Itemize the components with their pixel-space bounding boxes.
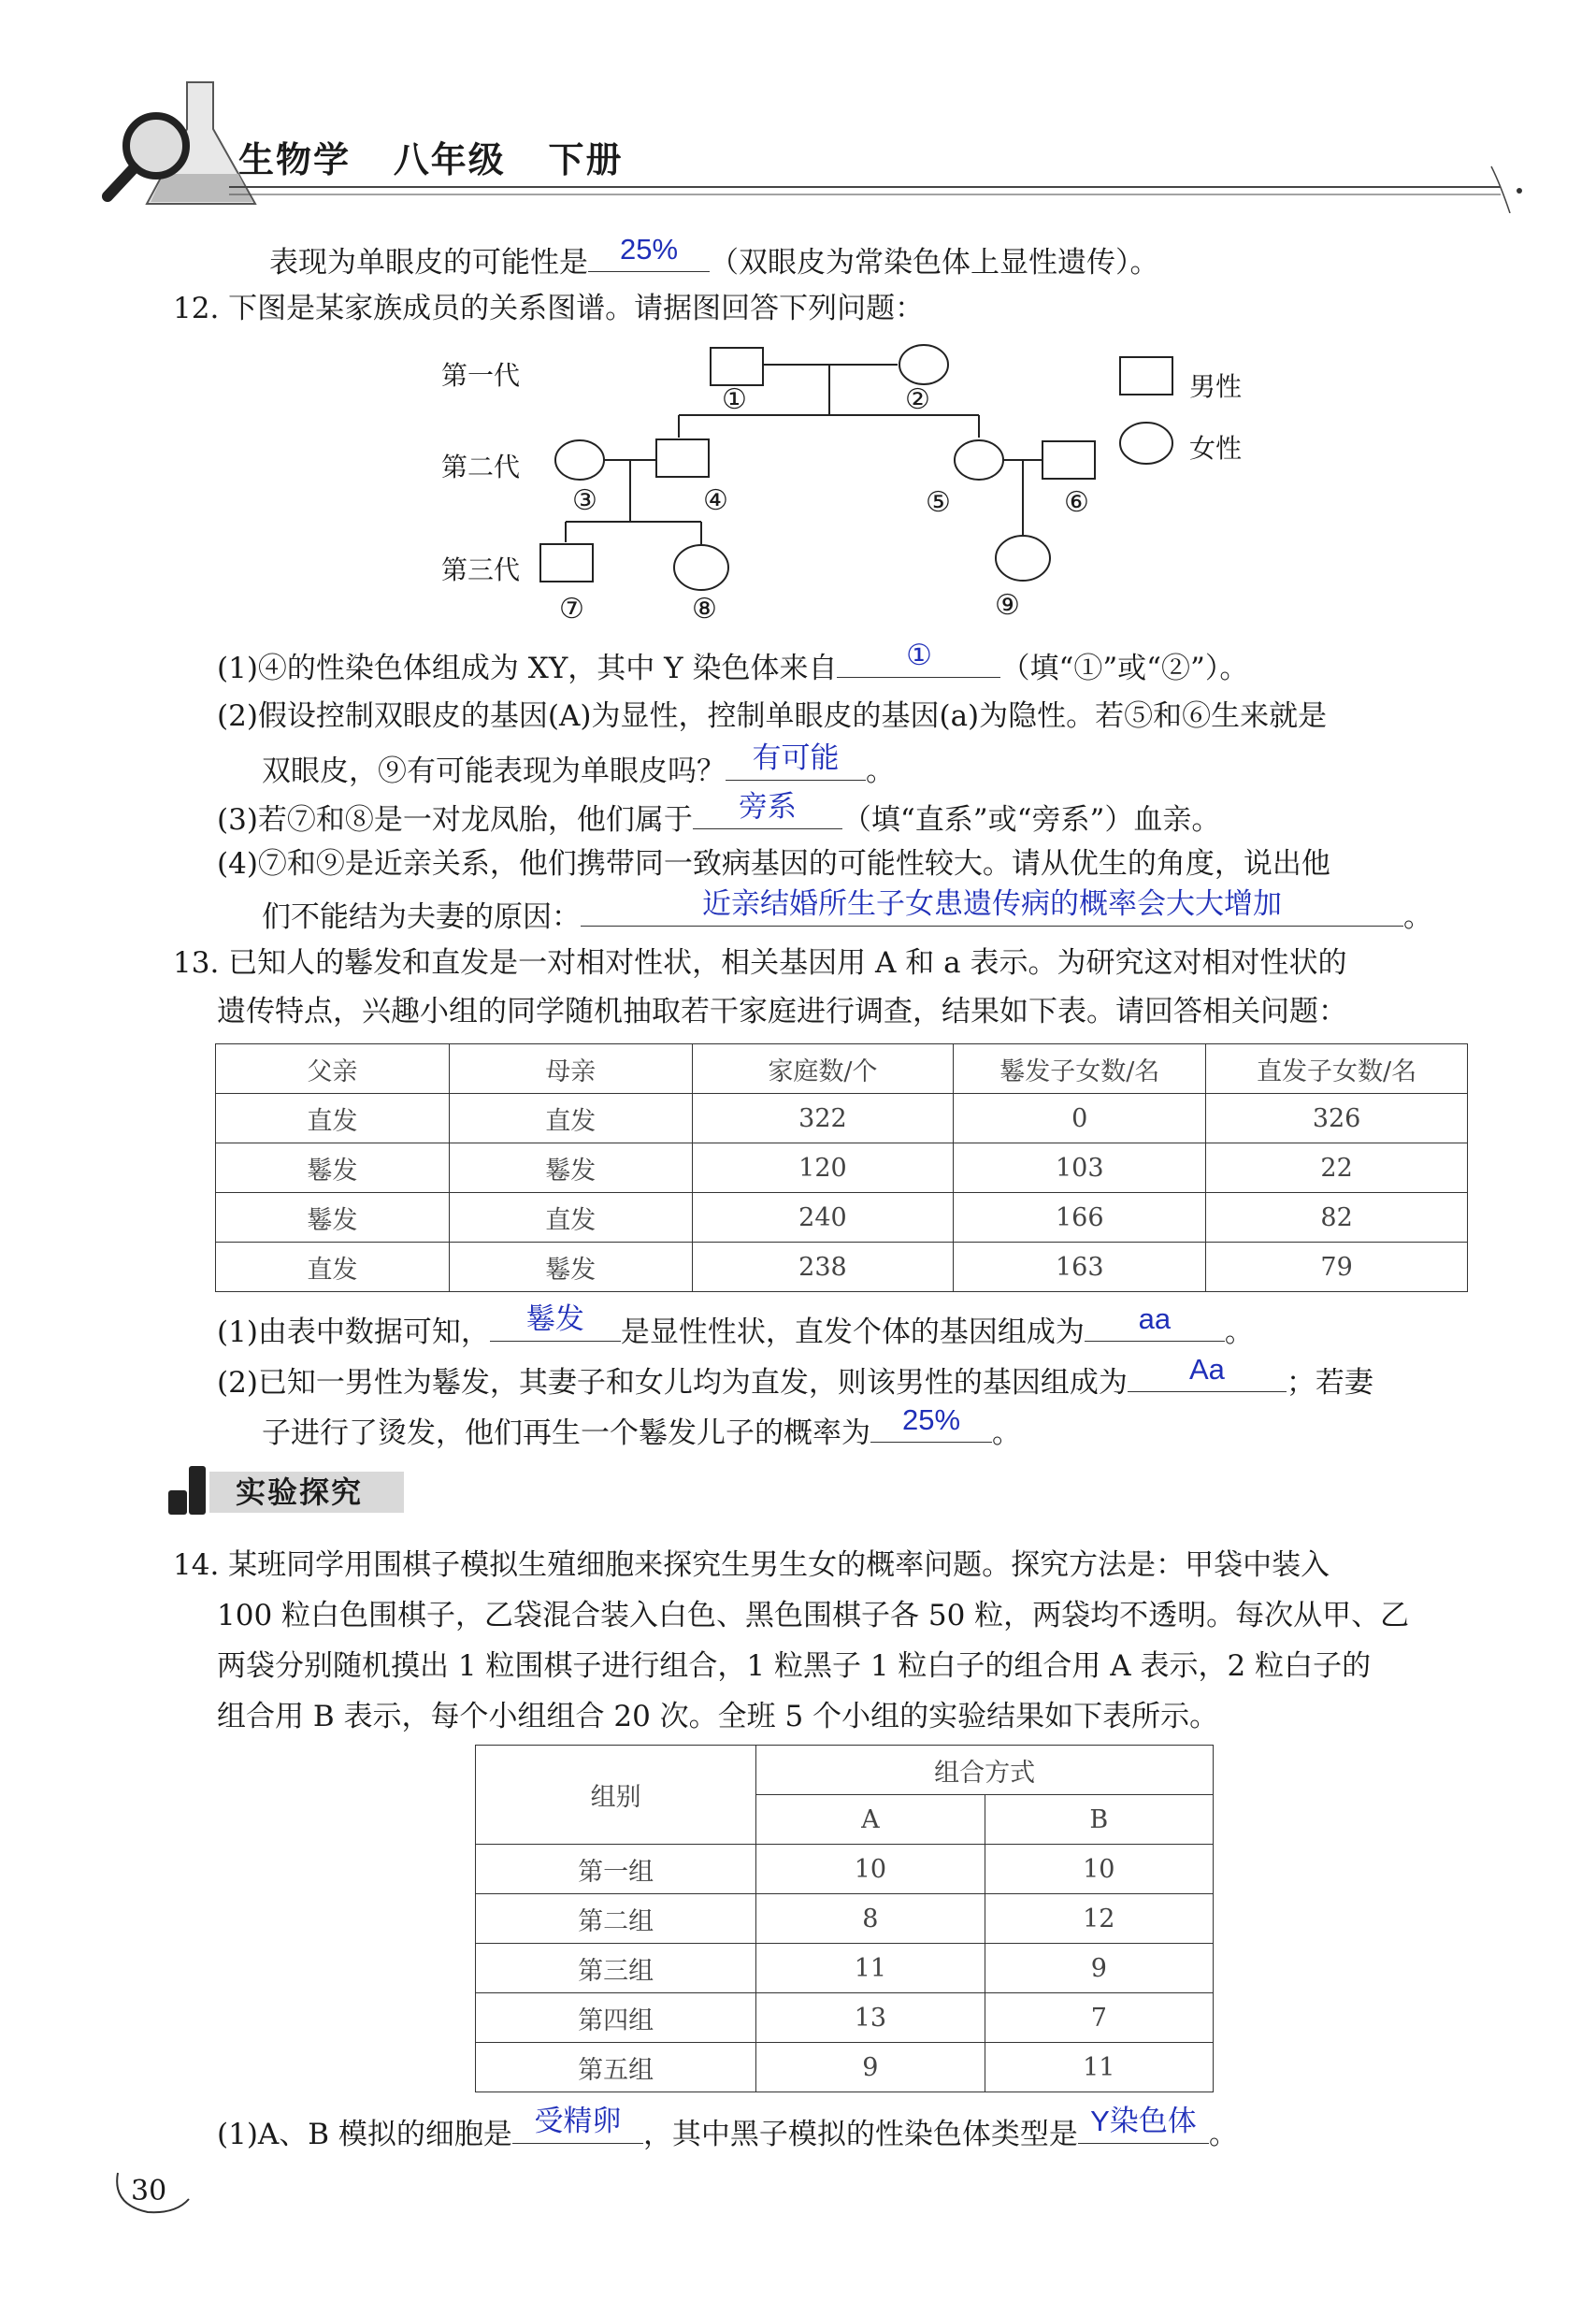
member-7-label: ⑦ (559, 593, 584, 625)
q12-part3: (3)若⑦和⑧是一对龙凤胎，他们属于 旁系 （填“直系”或“旁系”）血亲。 (217, 790, 1221, 837)
table-cell: 第四组 (476, 1993, 756, 2043)
table-header-cell: 鬈发子女数/名 (954, 1044, 1206, 1094)
member-1-label: ① (722, 383, 747, 416)
legend-female-label: 女性 (1189, 433, 1243, 464)
q14-line2: 100 粒白色围棋子，乙袋混合装入白色、黑色围棋子各 50 粒，两袋均不透明。每次从甲、乙 (217, 1599, 1410, 1632)
q14-part1: (1)A、B 模拟的细胞是 受精卵 ，其中黑子模拟的性染色体类型是 Y染色体 。 (217, 2105, 1238, 2151)
q12-part4-line1: (4)⑦和⑨是近亲关系，他们携带同一致病基因的可能性较大。请从优生的角度，说出他 (217, 847, 1330, 881)
answer-blank: 受精卵 (512, 2111, 643, 2144)
header-subject: 生物学 (238, 138, 352, 180)
table-row (216, 1143, 1468, 1193)
member-9-label: ⑨ (995, 589, 1020, 622)
answer-blank: aa (1085, 1309, 1225, 1342)
header-volume: 下册 (548, 138, 624, 180)
q12-part1: (1)④的性染色体组成为 XY，其中 Y 染色体来自 ① （填“①”或“②”）。 (217, 639, 1249, 685)
table-cell: 第二组 (476, 1894, 756, 1944)
female-symbol (555, 440, 604, 480)
table-cell: 7 (985, 1993, 1213, 2043)
table-cell: 直发 (216, 1243, 450, 1292)
table-header-cell: 父亲 (216, 1044, 450, 1094)
legend-female-icon (1120, 423, 1172, 464)
table-row (476, 1894, 1214, 1944)
q13-table (215, 1043, 1468, 1292)
male-symbol (1042, 441, 1095, 479)
member-3-label: ③ (572, 484, 597, 517)
table-cell: 鬈发 (216, 1143, 450, 1193)
member-6-label: ⑥ (1064, 486, 1089, 519)
table-cell: 11 (985, 2043, 1213, 2092)
answer-blank: Aa (1128, 1359, 1287, 1392)
q14-line1: 14. 某班同学用围棋子模拟生殖细胞来探究生男生女的概率问题。探究方法是：甲袋中装入 (173, 1548, 1330, 1582)
female-symbol (899, 345, 948, 384)
table-cell: 11 (756, 1944, 985, 1993)
member-5-label: ⑤ (926, 486, 951, 519)
table-header-cell: 直发子女数/名 (1206, 1044, 1468, 1094)
table-cell: 240 (692, 1193, 954, 1243)
table-cell: 166 (954, 1193, 1206, 1243)
q13-part2-line2: 子进行了烫发，他们再生一个鬈发儿子的概率为 25% 。 (262, 1403, 1021, 1450)
male-symbol (540, 544, 593, 582)
male-symbol (711, 348, 763, 385)
table-cell: 163 (954, 1243, 1206, 1292)
table-cell: 8 (756, 1894, 985, 1944)
legend-male-icon (1120, 357, 1172, 395)
female-symbol (955, 440, 1003, 480)
table-row (216, 1193, 1468, 1243)
answer-blank: 有可能 (726, 748, 866, 781)
table-cell: 0 (954, 1094, 1206, 1143)
table-row (476, 1845, 1214, 1894)
gen3-label: 第三代 (441, 554, 521, 585)
table-cell: 103 (954, 1143, 1206, 1193)
female-symbol (674, 545, 728, 590)
table-header-cell: 家庭数/个 (692, 1044, 954, 1094)
table-cell: 第三组 (476, 1944, 756, 1993)
section-title: 实验探究 (236, 1474, 364, 1510)
member-8-label: ⑧ (692, 593, 717, 625)
answer-blank: ① (837, 645, 1000, 678)
header-title (238, 131, 623, 182)
section-header (161, 1466, 404, 1515)
table-cell: 13 (756, 1993, 985, 2043)
table-cell: 79 (1206, 1243, 1468, 1292)
q14-line3: 两袋分别随机摸出 1 粒围棋子进行组合，1 粒黑子 1 粒白子的组合用 A 表示，2 粒白子的 (217, 1649, 1372, 1683)
table-cell: 9 (985, 1944, 1213, 1993)
q12-part2-line2: 双眼皮，⑨有可能表现为单眼皮吗？ 有可能 。 (262, 741, 895, 788)
q13-part1: (1)由表中数据可知， 鬈发 是显性性状，直发个体的基因组成为 aa 。 (217, 1302, 1254, 1349)
answer-blank (588, 233, 710, 272)
table-cell: 238 (692, 1243, 954, 1292)
books-icon (161, 1466, 217, 1518)
member-4-label: ④ (703, 484, 728, 517)
answer-blank: 25% (870, 1410, 992, 1443)
q13-line1: 13. 已知人的鬈发和直发是一对相对性状，相关基因用 A 和 a 表示。为研究这对相对性状的 (173, 946, 1347, 980)
table-header-cell: 组别 (476, 1746, 756, 1845)
table-cell: 直发 (449, 1094, 692, 1143)
gen1-label: 第一代 (441, 360, 521, 391)
member-2-label: ② (905, 383, 930, 416)
table-header-cell: 组合方式 (756, 1746, 1214, 1795)
answer-text: 25% (619, 233, 679, 266)
table-row (216, 1243, 1468, 1292)
answer-blank: 近亲结婚所生子女患遗传病的概率会大大增加 (581, 894, 1403, 927)
q12-part4-line2: 们不能结为夫妻的原因： 近亲结婚所生子女患遗传病的概率会大大增加 。 (262, 887, 1432, 934)
answer-blank: Y染色体 (1078, 2111, 1209, 2144)
table-cell: 鬈发 (449, 1143, 692, 1193)
table-cell: 鬈发 (449, 1243, 692, 1292)
table-header-row (216, 1044, 1468, 1094)
legend-male-label: 男性 (1189, 371, 1243, 402)
table-header-cell: A (756, 1795, 985, 1845)
q14-table (475, 1745, 1214, 2092)
table-cell: 第一组 (476, 1845, 756, 1894)
table-cell: 12 (985, 1894, 1213, 1944)
table-header-cell: 母亲 (449, 1044, 692, 1094)
table-cell: 322 (692, 1094, 954, 1143)
table-cell: 第五组 (476, 2043, 756, 2092)
answer-blank: 旁系 (693, 797, 842, 829)
table-cell: 82 (1206, 1193, 1468, 1243)
table-row (216, 1094, 1468, 1143)
table-cell: 鬈发 (216, 1193, 450, 1243)
female-symbol (996, 536, 1050, 581)
table-cell: 9 (756, 2043, 985, 2092)
table-cell: 22 (1206, 1143, 1468, 1193)
page-number: 30 (131, 2175, 167, 2207)
q12-part2-line1: (2)假设控制双眼皮的基因(A)为显性，控制单眼皮的基因(a)为隐性。若⑤和⑥生来就是 (217, 699, 1328, 733)
table-row (476, 1993, 1214, 2043)
table-row (476, 1944, 1214, 1993)
header-grade: 八年级 (393, 138, 506, 180)
table-cell: 直发 (216, 1094, 450, 1143)
table-cell: 120 (692, 1143, 954, 1193)
q12-stem: 12. 下图是某家族成员的关系图谱。请据图回答下列问题： (173, 292, 925, 325)
q13-line2: 遗传特点，兴趣小组的同学随机抽取若干家庭进行调查，结果如下表。请回答相关问题： (217, 995, 1347, 1028)
table-header-row (476, 1746, 1214, 1795)
q11-tail: 表现为单眼皮的可能性是 25% （双眼皮为常染色体上显性遗传）。 (269, 233, 1159, 280)
q13-part2-line1: (2)已知一男性为鬈发，其妻子和女儿均为直发，则该男性的基因组成为 Aa ；若妻 (217, 1353, 1373, 1400)
table-cell: 10 (985, 1845, 1213, 1894)
pedigree-legend (1117, 355, 1183, 467)
table-cell: 直发 (449, 1193, 692, 1243)
table-header-cell: B (985, 1795, 1213, 1845)
table-row (476, 2043, 1214, 2092)
table-cell: 10 (756, 1845, 985, 1894)
gen2-label: 第二代 (441, 452, 521, 482)
q14-line4: 组合用 B 表示，每个小组组合 20 次。全班 5 个小组的实验结果如下表所示。 (217, 1700, 1219, 1733)
table-cell: 326 (1206, 1094, 1468, 1143)
male-symbol (656, 439, 709, 477)
answer-blank: 鬈发 (490, 1309, 621, 1342)
